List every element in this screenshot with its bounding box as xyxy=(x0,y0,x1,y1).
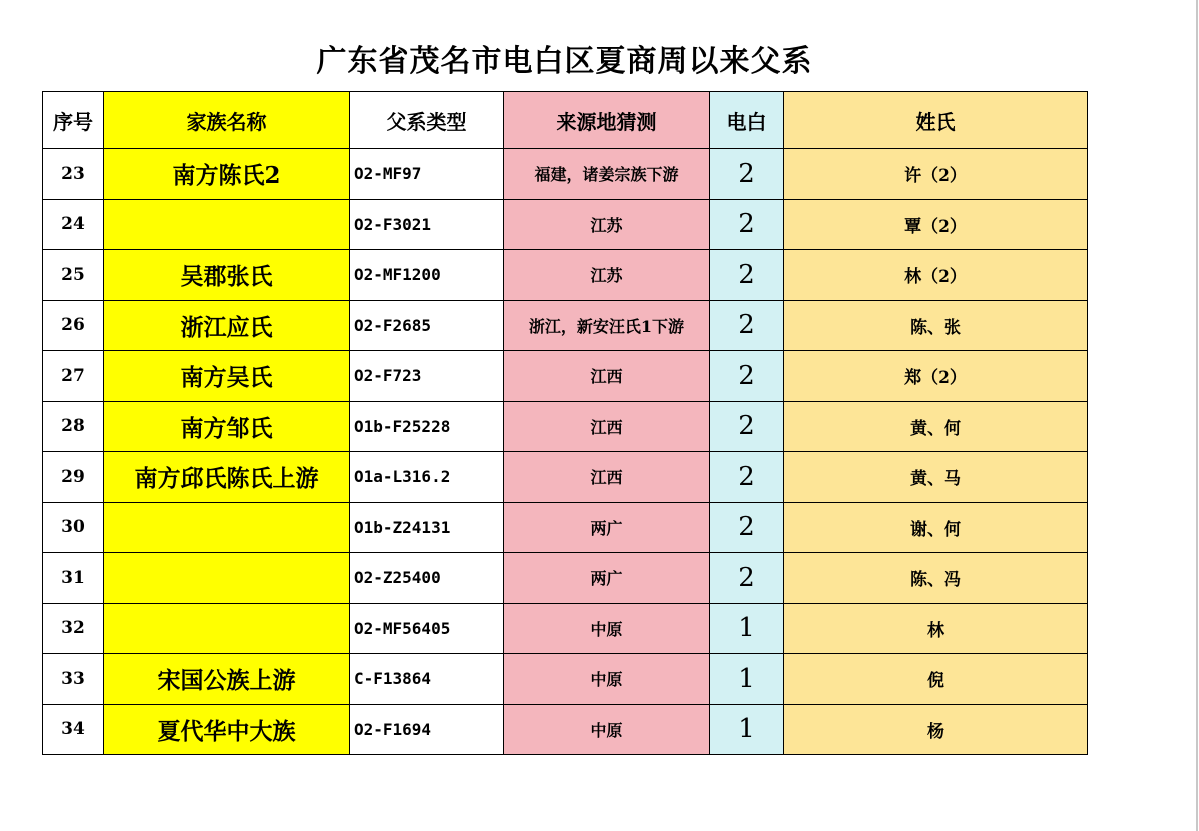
table-row xyxy=(43,401,1088,452)
cell-surname[interactable]: 倪 xyxy=(784,654,1088,705)
cell-origin-guess[interactable]: 江苏 xyxy=(504,199,710,250)
cell-family-name[interactable] xyxy=(104,553,350,604)
cell-family-name[interactable]: 夏代华中大族 xyxy=(104,704,350,755)
cell-surname[interactable]: 陈、张 xyxy=(784,300,1088,351)
cell-dianbai[interactable]: 2 xyxy=(710,351,784,402)
cell-dianbai[interactable]: 2 xyxy=(710,149,784,200)
cell-paternal-type[interactable]: O2-MF1200 xyxy=(350,250,504,301)
cell-no[interactable]: 28 xyxy=(43,401,104,452)
cell-no[interactable]: 30 xyxy=(43,502,104,553)
cell-origin-guess[interactable]: 江苏 xyxy=(504,250,710,301)
cell-surname[interactable]: 许（2） xyxy=(784,149,1088,200)
cell-surname[interactable]: 黄、马 xyxy=(784,452,1088,503)
cell-paternal-type[interactable]: C-F13864 xyxy=(350,654,504,705)
cell-family-name[interactable]: 浙江应氏 xyxy=(104,300,350,351)
cell-paternal-type[interactable]: O2-F723 xyxy=(350,351,504,402)
cell-no[interactable]: 33 xyxy=(43,654,104,705)
cell-paternal-type[interactable]: O1a-L316.2 xyxy=(350,452,504,503)
table-row xyxy=(43,149,1088,200)
cell-paternal-type[interactable]: O2-Z25400 xyxy=(350,553,504,604)
cell-origin-guess[interactable]: 江西 xyxy=(504,401,710,452)
cell-origin-guess[interactable]: 福建，诸姜宗族下游 xyxy=(504,149,710,200)
cell-origin-guess[interactable]: 中原 xyxy=(504,654,710,705)
table-row xyxy=(43,553,1088,604)
header-surname[interactable]: 姓氏 xyxy=(784,92,1088,149)
cell-family-name[interactable]: 南方陈氏2 xyxy=(104,149,350,200)
lineage-table xyxy=(42,91,1088,755)
cell-origin-guess[interactable]: 江西 xyxy=(504,452,710,503)
cell-dianbai[interactable]: 1 xyxy=(710,603,784,654)
cell-surname[interactable]: 覃（2） xyxy=(784,199,1088,250)
table-row xyxy=(43,300,1088,351)
cell-no[interactable]: 23 xyxy=(43,149,104,200)
cell-family-name[interactable] xyxy=(104,199,350,250)
header-no[interactable]: 序号 xyxy=(43,92,104,149)
header-family-name[interactable]: 家族名称 xyxy=(104,92,350,149)
cell-surname[interactable]: 陈、冯 xyxy=(784,553,1088,604)
cell-paternal-type[interactable]: O2-F2685 xyxy=(350,300,504,351)
cell-origin-guess[interactable]: 中原 xyxy=(504,704,710,755)
cell-dianbai[interactable]: 2 xyxy=(710,300,784,351)
table-row xyxy=(43,654,1088,705)
cell-surname[interactable]: 谢、何 xyxy=(784,502,1088,553)
table-row xyxy=(43,452,1088,503)
cell-origin-guess[interactable]: 浙江，新安汪氏1下游 xyxy=(504,300,710,351)
cell-paternal-type[interactable]: O2-MF56405 xyxy=(350,603,504,654)
cell-family-name[interactable]: 宋国公族上游 xyxy=(104,654,350,705)
cell-no[interactable]: 25 xyxy=(43,250,104,301)
cell-origin-guess[interactable]: 两广 xyxy=(504,502,710,553)
cell-no[interactable]: 27 xyxy=(43,351,104,402)
cell-no[interactable]: 32 xyxy=(43,603,104,654)
cell-no[interactable]: 24 xyxy=(43,199,104,250)
cell-family-name[interactable]: 吴郡张氏 xyxy=(104,250,350,301)
cell-dianbai[interactable]: 2 xyxy=(710,502,784,553)
cell-dianbai[interactable]: 2 xyxy=(710,250,784,301)
cell-dianbai[interactable]: 2 xyxy=(710,401,784,452)
table-row xyxy=(43,704,1088,755)
cell-origin-guess[interactable]: 江西 xyxy=(504,351,710,402)
cell-surname[interactable]: 林（2） xyxy=(784,250,1088,301)
cell-family-name[interactable]: 南方吴氏 xyxy=(104,351,350,402)
cell-surname[interactable]: 杨 xyxy=(784,704,1088,755)
cell-dianbai[interactable]: 2 xyxy=(710,199,784,250)
table-row xyxy=(43,250,1088,301)
cell-dianbai[interactable]: 1 xyxy=(710,654,784,705)
cell-no[interactable]: 34 xyxy=(43,704,104,755)
cell-paternal-type[interactable]: O2-F1694 xyxy=(350,704,504,755)
header-dianbai[interactable]: 电白 xyxy=(710,92,784,149)
cell-family-name[interactable] xyxy=(104,502,350,553)
table-row xyxy=(43,351,1088,402)
cell-dianbai[interactable]: 2 xyxy=(710,452,784,503)
header-origin-guess[interactable]: 来源地猜测 xyxy=(504,92,710,149)
cell-paternal-type[interactable]: O1b-Z24131 xyxy=(350,502,504,553)
header-paternal-type[interactable]: 父系类型 xyxy=(350,92,504,149)
cell-family-name[interactable]: 南方邱氏陈氏上游 xyxy=(104,452,350,503)
cell-surname[interactable]: 林 xyxy=(784,603,1088,654)
cell-no[interactable]: 31 xyxy=(43,553,104,604)
page-edge-divider xyxy=(1196,0,1198,831)
cell-dianbai[interactable]: 2 xyxy=(710,553,784,604)
cell-paternal-type[interactable]: O2-F3021 xyxy=(350,199,504,250)
cell-origin-guess[interactable]: 中原 xyxy=(504,603,710,654)
cell-no[interactable]: 26 xyxy=(43,300,104,351)
cell-surname[interactable]: 郑（2） xyxy=(784,351,1088,402)
table-row xyxy=(43,502,1088,553)
cell-paternal-type[interactable]: O1b-F25228 xyxy=(350,401,504,452)
cell-origin-guess[interactable]: 两广 xyxy=(504,553,710,604)
table-row xyxy=(43,603,1088,654)
table-row xyxy=(43,199,1088,250)
header-row xyxy=(43,92,1088,149)
sheet-title: 广东省茂名市电白区夏商周以来父系 xyxy=(316,44,813,79)
cell-dianbai[interactable]: 1 xyxy=(710,704,784,755)
cell-family-name[interactable] xyxy=(104,603,350,654)
cell-surname[interactable]: 黄、何 xyxy=(784,401,1088,452)
cell-no[interactable]: 29 xyxy=(43,452,104,503)
cell-paternal-type[interactable]: O2-MF97 xyxy=(350,149,504,200)
cell-family-name[interactable]: 南方邹氏 xyxy=(104,401,350,452)
